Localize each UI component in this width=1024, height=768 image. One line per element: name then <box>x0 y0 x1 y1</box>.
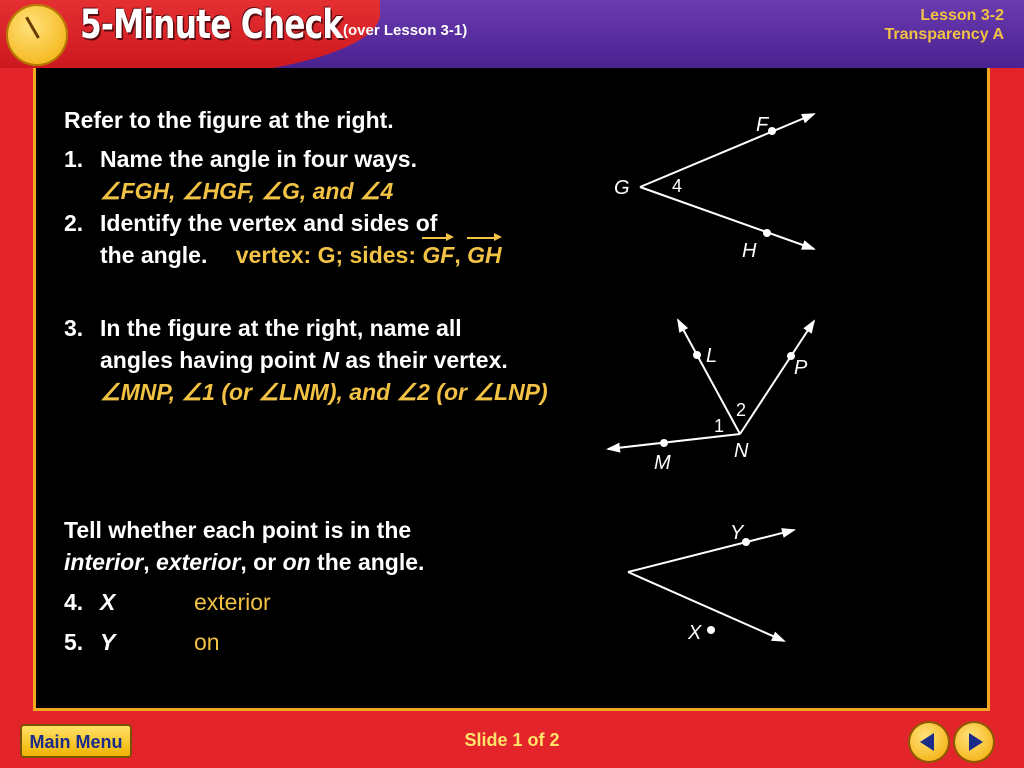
point-m <box>660 439 668 447</box>
question-3 <box>64 314 462 342</box>
page-subtitle: (over Lesson 3-1) <box>343 22 468 39</box>
q3-line2-pre: angles having point <box>100 347 323 373</box>
q2-answer <box>236 242 502 268</box>
q3-number: 3. <box>64 315 84 341</box>
q4-number: 4. <box>64 589 84 615</box>
label-l: L <box>706 345 718 367</box>
tell-exterior: exterior <box>156 549 241 575</box>
lesson-number: Lesson 3-2 <box>920 7 1004 24</box>
ray-gh-line <box>640 187 814 249</box>
previous-slide-button[interactable] <box>910 723 948 761</box>
angle-figure-lnp <box>596 308 856 478</box>
q4-answer: exterior <box>194 589 271 615</box>
ray-gf-line <box>640 114 814 187</box>
q3-line2 <box>100 346 508 374</box>
ray-gf: GF <box>422 242 455 268</box>
question-1 <box>64 145 417 173</box>
q2-line2-row <box>100 241 502 269</box>
clock-icon <box>6 4 68 66</box>
tell-interior: interior <box>64 549 144 575</box>
q2-line2: the angle. <box>100 242 208 268</box>
point-x <box>707 626 715 634</box>
q2-answer-sep: , <box>454 242 468 268</box>
ray-gh: GH <box>467 242 502 268</box>
page-title: 5-Minute Check <box>80 2 343 48</box>
label-m: M <box>654 452 671 474</box>
ray-nm-line <box>608 434 740 449</box>
label-2: 2 <box>736 400 747 420</box>
ray-nl-line <box>678 320 740 434</box>
tell-on: on <box>282 549 311 575</box>
q1-answer: ∠FGH, ∠HGF, ∠G, and ∠4 <box>100 178 394 204</box>
label-4: 4 <box>672 176 683 196</box>
q2-number: 2. <box>64 210 84 236</box>
q5-point: Y <box>100 629 116 655</box>
point-l <box>693 351 701 359</box>
label-p: P <box>794 357 808 379</box>
intro-text: Refer to the figure at the right. <box>64 107 394 133</box>
q1-number: 1. <box>64 146 84 172</box>
tell-end: the angle. <box>310 549 425 575</box>
question-4 <box>64 588 115 616</box>
label-h: H <box>742 240 757 258</box>
q2-line1: Identify the vertex and sides of <box>100 210 438 236</box>
q3-line2-N: N <box>322 347 339 373</box>
angle-figure-fgh <box>596 98 856 258</box>
ray-lower-line <box>628 572 784 641</box>
q5-answer: on <box>194 629 220 655</box>
transparency-label: Transparency A <box>884 26 1004 43</box>
next-slide-button[interactable] <box>955 723 993 761</box>
q2-answer-prefix: vertex: G; sides: <box>235 242 423 268</box>
label-n: N <box>734 440 749 462</box>
angle-figure-xy <box>616 508 816 658</box>
slide-indicator: Slide 1 of 2 <box>464 730 560 750</box>
q3-answer: ∠MNP, ∠1 (or ∠LNM), and ∠2 (or ∠LNP) <box>100 379 548 405</box>
tell-line2 <box>64 548 424 576</box>
ray-upper-line <box>628 530 794 572</box>
tell-or: , or <box>240 549 283 575</box>
header-bar <box>0 0 1024 68</box>
tell-line1: Tell whether each point is in the <box>64 517 412 543</box>
tell-comma: , <box>143 549 157 575</box>
q4-point: X <box>100 589 116 615</box>
q1-text: Name the angle in four ways. <box>100 146 417 172</box>
question-2 <box>64 209 437 237</box>
q5-number: 5. <box>64 629 84 655</box>
question-5 <box>64 628 115 656</box>
point-h <box>763 229 771 237</box>
content-panel <box>33 68 990 711</box>
label-y: Y <box>730 522 744 544</box>
lesson-label <box>885 6 1004 44</box>
q3-line1: In the figure at the right, name all <box>100 315 462 341</box>
label-f: F <box>756 114 769 136</box>
main-menu-button[interactable]: Main Menu <box>20 724 132 758</box>
label-g: G <box>614 177 630 199</box>
q3-line2-post: as their vertex. <box>338 347 508 373</box>
point-f <box>768 127 776 135</box>
label-1: 1 <box>714 416 725 436</box>
label-x: X <box>688 622 702 644</box>
